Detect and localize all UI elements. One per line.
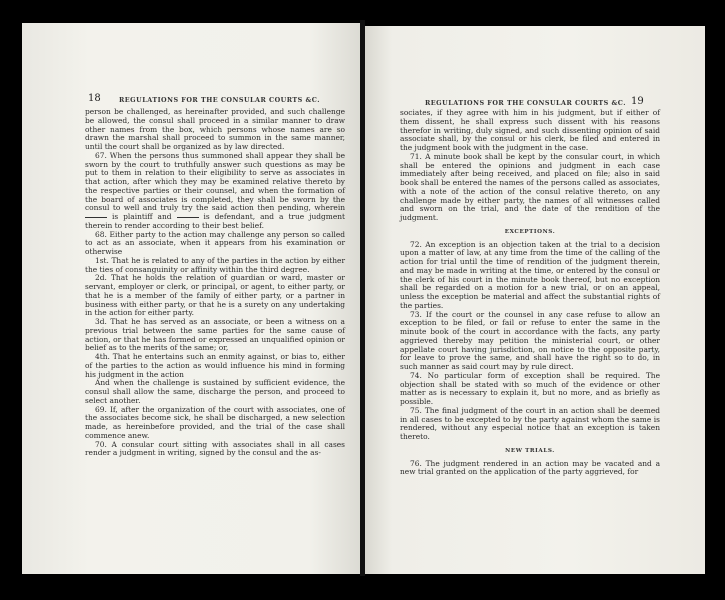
left-page-number: 18 [88, 93, 101, 104]
right-page-header: REGULATIONS FOR THE CONSULAR COURTS &C. [425, 99, 626, 107]
paragraph: 3d. That he has served as an associate, or been a witness on a previous trial between the same parties for the same cause of action, or that he has formed or expressed an unqualified opinion or belief as to the merits of the same; or, [85, 317, 345, 353]
section-heading-new-trials: NEW TRIALS. [505, 447, 555, 454]
paragraph-text: is plaintiff and [111, 212, 172, 221]
right-page-number: 19 [631, 96, 644, 107]
paragraph: 75. The final judgment of the court in an action shall be deemed in all cases to be excepted to by the party against whom the same is rendered, without any especial notice that an exception is taken thereto. [400, 405, 660, 441]
paragraph: person be challenged, as hereinafter provided, and such challenge be allowed, the consul shall proceed in a similar manner to draw other names from the box, which persons whose names are so drawn the marshal shall proceed to summon in the same manner, until the court shall be organized as by law directed. [85, 107, 345, 151]
paragraph-text: is defendant, and a true judgment therein to render according to their best belief. [85, 212, 345, 230]
paragraph: 72. An exception is an objection taken at the trial to a decision upon a matter of law, at any time from the time of the calling of the action for trial until the time of rendition of the judgment therein, and may be made in writing at the time, or entered by the consul or the clerk of his court in the minute book thereof, but no exception shall be regarded on a motion for a new trial, or on an appeal, unless the exception be material and affect the substantial rights of the parties. [400, 239, 660, 310]
paragraph: 73. If the court or the counsel in any case refuse to allow an exception to be filed, or fail or refuse to enter the same in the minute book of the court in accordance with the facts, any party aggrieved thereby may petition the ministerial court, or other appellate court having jurisdiction, on notice to the opposite party, for leave to prove the same, and shall have the right so to do, in such manner as said court may by rule direct. [400, 309, 660, 371]
paragraph: 69. If, after the organization of the court with associates, one of the associates become sick, he shall be discharged, a new selection made, as hereinbefore provided, and the trial of the case shall commence anew. [85, 404, 345, 440]
right-page [365, 26, 705, 574]
paragraph: 2d. That he holds the relation of guardian or ward, master or servant, employer or clerk, or principal, or agent, to either party, or that he is a member of the family of either party, or a partner in business with either party, or that he is a surety on any undertaking in the action for either party. [85, 273, 345, 318]
blank-line [85, 217, 107, 218]
paragraph-text: 67. When the persons thus summoned shall appear they shall be sworn by the court to truthfully answer such questions as may be put to them in relation to their eligibility to serve as associates in that action, after which they may be examined relative thereto by the respective parties or their counsel, and when the formation of the board of associates is completed, they shall be sworn by the consul to well and truly try the said action then pending, wherein [85, 150, 345, 213]
paragraph-67 [85, 152, 345, 231]
paragraph: 76. The judgment rendered in an action may be vacated and a new trial granted on the application of the party aggrieved, for [400, 458, 660, 477]
paragraph: 4th. That he entertains such an enmity against, or bias to, either of the parties to the action as would influence his mind in forming his judgment in the action [85, 352, 345, 379]
section-heading-exceptions: EXCEPTIONS. [504, 228, 556, 235]
blank-line [177, 217, 199, 218]
paragraph: 70. A consular court sitting with associates shall in all cases render a judgment in writing, signed by the consul and the as- [85, 439, 345, 458]
paragraph: 1st. That he is related to any of the parties in the action by either the ties of consanguinity or affinity within the third degree. [85, 255, 345, 274]
paragraph: And when the challenge is sustained by sufficient evidence, the consul shall allow the same, discharge the person, and proceed to select another. [85, 378, 345, 405]
left-page-body [85, 108, 345, 458]
paragraph: 74. No particular form of exception shall be required. The objection shall be stated with so much of the evidence or other matter as is necessary to explain it, but no more, and as briefly as possible. [400, 370, 660, 406]
paragraph: sociates, if they agree with him in his judgment, but if either of them dissent, he shall express such dissent with his reasons therefor in writing, duly signed, and such dissenting opinion of said associate shall, by the consul or his clerk, be filed and entered in the judgment book with the judgment in the case. [400, 108, 660, 152]
left-page [22, 23, 360, 574]
right-page-body [400, 109, 660, 477]
paragraph: 68. Either party to the action may challenge any person so called to act as an associate, when it appears from his examination or otherwise [85, 229, 345, 256]
paragraph: 71. A minute book shall be kept by the consular court, in which shall be entered the opinions and judgment in each case immediately after being received, and placed on file; also in said book shall be entered the names of the persons called as associates, with a note of the action of the consul relative thereto, on any challenge made by either party, the names of all witnesses called and sworn on the trial, and the date of the rendition of the judgment. [400, 151, 660, 222]
left-page-header: REGULATIONS FOR THE CONSULAR COURTS &C. [119, 96, 320, 104]
